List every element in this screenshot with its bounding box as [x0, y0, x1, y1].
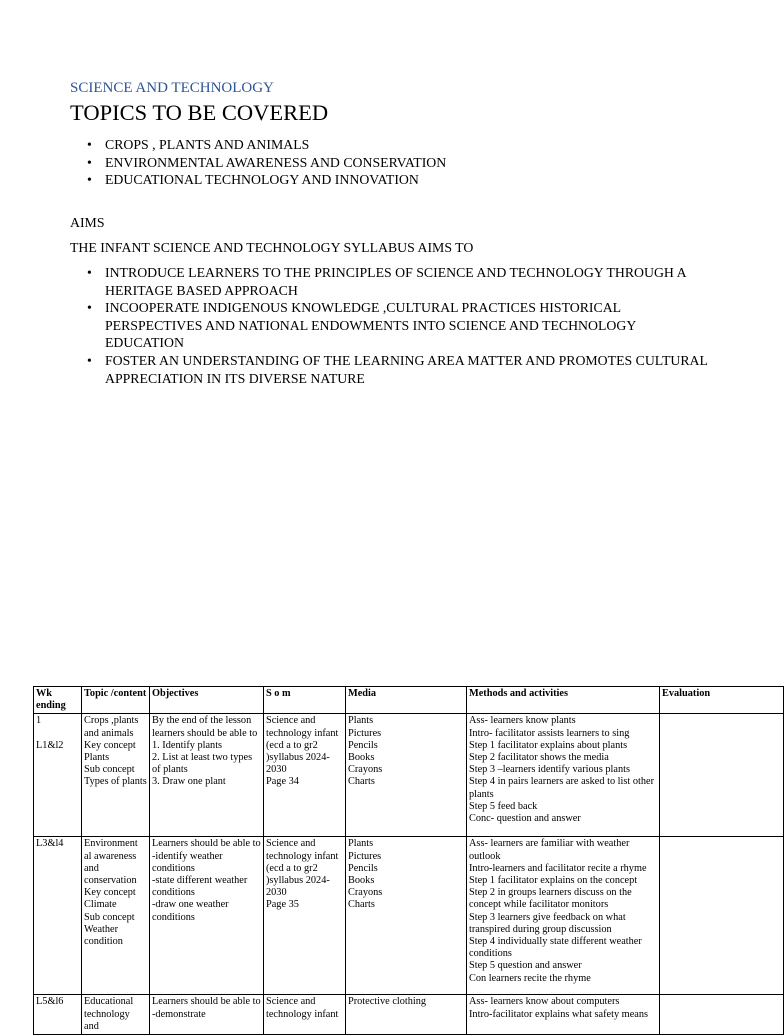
scheme-of-work-table: [33, 686, 784, 1035]
cell-line: Ass- learners know about computers: [469, 996, 620, 1008]
cell-line: Pictures: [348, 727, 382, 739]
cell-line: Books: [348, 752, 375, 764]
cell-line: 3. Draw one plant: [152, 776, 226, 788]
cell-line: Page 35: [266, 899, 299, 911]
cell-line: Step 2 facilitator shows the media: [469, 752, 609, 764]
cell-line: Key concept: [84, 739, 136, 751]
header-methods: Methods and activities: [467, 687, 660, 714]
cell-topic-content: [82, 714, 150, 837]
cell-week-ending: [34, 714, 82, 837]
header-som: S o m: [264, 687, 346, 714]
cell-line: Step 3 learners give feedback on what transpired during group discussion: [469, 911, 626, 935]
cell-line: Climate: [84, 899, 117, 911]
cell-topic-content: [82, 995, 150, 1035]
cell-line: Ass- learners are familiar with weather outlook: [469, 838, 630, 862]
cell-line: Step 1 facilitator explains on the concept: [469, 875, 638, 887]
cell-line: Step 5 feed back: [469, 800, 538, 812]
cell-line: -state different weather conditions: [152, 875, 248, 899]
cell-som: [264, 995, 346, 1035]
cell-line: Step 3 –learners identify various plants: [469, 764, 630, 776]
cell-objectives: [150, 714, 264, 837]
cell-line: Plants: [84, 752, 110, 764]
cell-line: Pictures: [348, 850, 382, 862]
aims-intro: THE INFANT SCIENCE AND TECHNOLOGY SYLLABUS AIMS TO: [70, 240, 474, 255]
cell-line: L3&l4: [36, 838, 64, 850]
cell-line: Conc- question and answer: [469, 813, 581, 825]
cell-line: Educational technology and: [84, 996, 134, 1032]
cell-line: Key concept: [84, 887, 136, 899]
cell-evaluation: [660, 714, 784, 837]
cell-methods: [467, 837, 660, 995]
table-row: [34, 837, 784, 995]
cell-line: [662, 838, 781, 850]
page-title: TOPICS TO BE COVERED: [70, 100, 329, 125]
cell-line: Plants: [348, 838, 374, 850]
cell-line: -draw one weather conditions: [152, 899, 229, 923]
cell-line: Step 1 facilitator explains about plants: [469, 739, 628, 751]
cell-line: Intro-facilitator explains what safety means: [469, 1008, 648, 1020]
cell-line: Science and technology infant: [266, 996, 339, 1020]
cell-line: Page 34: [266, 776, 299, 788]
cell-line: Charts: [348, 776, 375, 788]
cell-media: [346, 837, 467, 995]
cell-line: [662, 715, 781, 727]
cell-line: Crayons: [348, 887, 383, 899]
table-row: [34, 714, 784, 837]
cell-line: Science and technology infant (ecd a to gr2 )syllabus 2024-2030: [266, 715, 339, 776]
cell-line: Step 2 in groups learners discuss on the concept while facilitator monitors: [469, 887, 632, 911]
cell-line: L5&l6: [36, 996, 64, 1008]
cell-som: [264, 837, 346, 995]
cell-line: Ass- learners know plants: [469, 715, 576, 727]
cell-line: Intro- facilitator assists learners to sing: [469, 727, 630, 739]
table-row: [34, 995, 784, 1035]
cell-som: [264, 714, 346, 837]
cell-methods: [467, 995, 660, 1035]
cell-line: L1&l2: [36, 739, 64, 751]
cell-line: Step 4 in pairs learners are asked to list other plants: [469, 776, 655, 800]
cell-line: [36, 728, 79, 740]
header-media: Media: [346, 687, 467, 714]
cell-line: Charts: [348, 899, 375, 911]
header-objectives: Objectives: [150, 687, 264, 714]
cell-line: Step 4 individually state different weather conditions: [469, 936, 642, 960]
cell-methods: [467, 714, 660, 837]
cell-line: 1: [36, 715, 42, 727]
cell-line: Environment al awareness and conservation: [84, 838, 138, 887]
aims-list: [70, 264, 710, 387]
topic-item: • EDUCATIONAL TECHNOLOGY AND INNOVATION: [70, 171, 710, 189]
subject-heading: SCIENCE AND TECHNOLOGY: [70, 80, 274, 96]
cell-line: Sub concept: [84, 911, 135, 923]
cell-line: Crops ,plants and animals: [84, 715, 139, 739]
aim-item: • FOSTER AN UNDERSTANDING OF THE LEARNING AREA MATTER AND PROMOTES CULTURAL APPRECIATION IN ITS DIVERSE NATURE: [70, 352, 710, 387]
cell-line: [662, 996, 781, 1008]
cell-media: [346, 714, 467, 837]
cell-line: Crayons: [348, 764, 383, 776]
header-evaluation: Evaluation: [660, 687, 784, 714]
cell-line: Con learners recite the rhyme: [469, 972, 591, 984]
cell-objectives: [150, 995, 264, 1035]
cell-line: Science and technology infant (ecd a to gr2 )syllabus 2024-2030: [266, 838, 339, 899]
cell-topic-content: [82, 837, 150, 995]
cell-line: By the end of the lesson learners should be able to: [152, 715, 258, 739]
header-week-ending: Wk ending: [34, 687, 82, 714]
topic-item: • ENVIRONMENTAL AWARENESS AND CONSERVATION: [70, 154, 710, 172]
cell-line: Protective clothing: [348, 996, 427, 1008]
cell-line: Pencils: [348, 862, 378, 874]
cell-line: Pencils: [348, 739, 378, 751]
cell-evaluation: [660, 837, 784, 995]
cell-line: 2. List at least two types of plants: [152, 752, 253, 776]
cell-line: Learners should be able to: [152, 996, 261, 1008]
cell-week-ending: [34, 995, 82, 1035]
topic-item: • CROPS , PLANTS AND ANIMALS: [70, 136, 710, 154]
cell-line: Weather condition: [84, 923, 123, 948]
cell-line: Types of plants: [84, 776, 147, 788]
table-header-row: [34, 687, 784, 714]
cell-line: Plants: [348, 715, 374, 727]
aims-heading: AIMS: [70, 215, 105, 230]
cell-line: 1. Identify plants: [152, 739, 223, 751]
cell-line: Sub concept: [84, 764, 135, 776]
header-topic-content: Topic /content: [82, 687, 150, 714]
cell-week-ending: [34, 837, 82, 995]
cell-line: Step 5 question and answer: [469, 960, 582, 972]
cell-line: -identify weather conditions: [152, 850, 223, 874]
aim-item: • INCOOPERATE INDIGENOUS KNOWLEDGE ,CULTURAL PRACTICES HISTORICAL PERSPECTIVES AND NATIONAL ENDOWMENTS INTO SCIENCE AND TECHNOLOGY EDUCATION: [70, 299, 710, 352]
cell-line: -demonstrate: [152, 1008, 206, 1020]
cell-line: Intro-learners and facilitator recite a rhyme: [469, 862, 647, 874]
aim-item: • INTRODUCE LEARNERS TO THE PRINCIPLES OF SCIENCE AND TECHNOLOGY THROUGH A HERITAGE BASED APPROACH: [70, 264, 710, 299]
cell-line: Books: [348, 875, 375, 887]
table-body: [34, 714, 784, 1035]
cell-objectives: [150, 837, 264, 995]
topics-list: [70, 136, 710, 189]
cell-line: Learners should be able to: [152, 838, 261, 850]
cell-evaluation: [660, 995, 784, 1035]
cell-media: [346, 995, 467, 1035]
